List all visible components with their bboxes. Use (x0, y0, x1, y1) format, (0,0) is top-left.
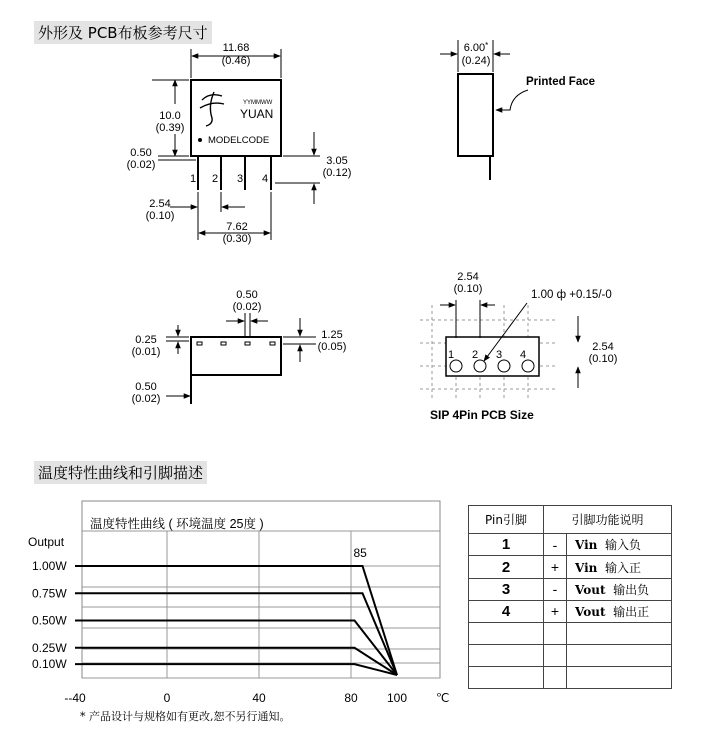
pcb-pin-3: 3 (495, 349, 503, 361)
pin-number: 2 (469, 556, 544, 578)
derating-chart (0, 495, 450, 725)
dim-thickness-in: (0.24) (461, 55, 491, 67)
pin-label-1: 1 (189, 173, 197, 185)
dim-pinlen-mm: 3.05 (326, 155, 348, 167)
x-tick-label: 80 (344, 691, 358, 705)
dim-width-in: (0.46) (221, 55, 251, 67)
table-row-empty (469, 622, 672, 644)
pcb-pin-2: 2 (471, 349, 479, 361)
dim-width-mm: 11.68 (222, 42, 250, 54)
dim-pinlen-in: (0.12) (322, 167, 352, 179)
dim-thickness-mark: * (485, 41, 489, 50)
pin-table-header-pin: Pin引脚 (469, 506, 544, 534)
table-row-empty (469, 644, 672, 666)
pin-sign: + (544, 556, 567, 578)
pcb-row-in: (0.10) (588, 353, 618, 365)
pcb-pin-1: 1 (447, 349, 455, 361)
pin-number: 1 (469, 534, 544, 556)
y-tick-label: 1.00W (32, 559, 67, 573)
pin-name: Vin (575, 560, 598, 575)
pcb-row-mm: 2.54 (592, 341, 614, 353)
dim-span-in: (0.30) (222, 233, 252, 245)
model-code: MODELCODE (208, 135, 270, 146)
footnote: * 产品设计与规格如有更改,恕不另行通知。 (80, 710, 291, 723)
pin-label-2: 2 (211, 173, 219, 185)
dim-span-mm: 7.62 (226, 221, 248, 233)
yuan-logo-icon (200, 92, 224, 126)
y-tick-label: 0.10W (32, 657, 67, 672)
pin-name: Vout (575, 604, 606, 619)
chart-series (75, 566, 397, 675)
table-row (469, 600, 672, 622)
dim-lead-mm: 0.50 (135, 381, 157, 393)
dim-edge-in: (0.01) (131, 346, 161, 358)
pcb-pin-4: 4 (519, 349, 527, 361)
dim-edge-mm: 0.25 (135, 334, 157, 346)
pin-sign: + (544, 600, 567, 622)
dim-pinw-mm: 0.50 (236, 289, 258, 301)
pin-desc: 输出负 (613, 582, 650, 597)
pcb-pitch-in: (0.10) (453, 283, 483, 295)
table-row-empty (469, 666, 672, 688)
dim-thickness-mm: 6.00 (463, 42, 486, 54)
series-line-3 (75, 648, 397, 675)
section-title-temperature: 温度特性曲线和引脚描述 (34, 461, 207, 484)
dim-height-in: (0.39) (155, 122, 185, 134)
dim-standoff-in: (0.02) (126, 159, 156, 171)
pin-sign: - (544, 534, 567, 556)
dim-pitch-mm: 2.54 (149, 198, 171, 210)
pin-number: 4 (469, 600, 544, 622)
dim-depth-in: (0.05) (317, 341, 347, 353)
table-row (469, 578, 672, 600)
y-tick-label: 0.50W (32, 613, 67, 628)
chart-title: 温度特性曲线 ( 环境温度 25度 ) (90, 517, 264, 531)
hole-size-label: 1.00 ф +0.15/-0 (531, 289, 612, 301)
pin-label-3: 3 (236, 173, 244, 185)
date-code: YYMMWW (243, 100, 273, 106)
pin-label-4: 4 (261, 173, 269, 185)
pin-desc: 输出正 (613, 604, 650, 619)
dim-pitch-in: (0.10) (145, 210, 175, 222)
x-tick-label: 40 (252, 691, 266, 705)
pin-desc: 输入正 (605, 560, 642, 575)
pin-sign: - (544, 578, 567, 600)
pcb-pitch-mm: 2.54 (457, 271, 479, 283)
chart-annotation-85: 85 (353, 546, 367, 560)
pin-table-header-function: 引脚功能说明 (544, 506, 672, 534)
series-line-4 (75, 664, 397, 675)
pcb-caption: SIP 4Pin PCB Size (430, 408, 534, 422)
x-tick-label: 0 (163, 691, 171, 705)
y-tick-label: 0.25W (32, 640, 67, 655)
chart-x-unit: ℃ (436, 691, 450, 705)
x-tick-label: 100 (386, 691, 408, 705)
pin-number: 3 (469, 578, 544, 600)
dim-height-mm: 10.0 (159, 110, 181, 122)
section-title-dimensions: 外形及 PCB布板参考尺寸 (34, 21, 212, 44)
svg-text:6.00* (464, 41, 489, 54)
chart-y-label: Output (28, 535, 65, 549)
dim-lead-in: (0.02) (131, 393, 161, 405)
dim-standoff-mm: 0.50 (130, 147, 152, 159)
table-row (469, 534, 672, 556)
x-tick-label: --40 (64, 691, 86, 705)
pin-name: Vout (575, 582, 606, 597)
brand-name: YUAN (240, 107, 274, 121)
pin-name: Vin (575, 538, 598, 553)
pin-table (468, 505, 672, 689)
table-row (469, 556, 672, 578)
y-tick-label: 0.75W (32, 586, 67, 601)
dim-depth-mm: 1.25 (321, 329, 343, 341)
dim-pinw-in: (0.02) (232, 301, 262, 313)
pin-desc: 输入负 (605, 538, 642, 553)
printed-face-label: Printed Face (526, 76, 596, 88)
